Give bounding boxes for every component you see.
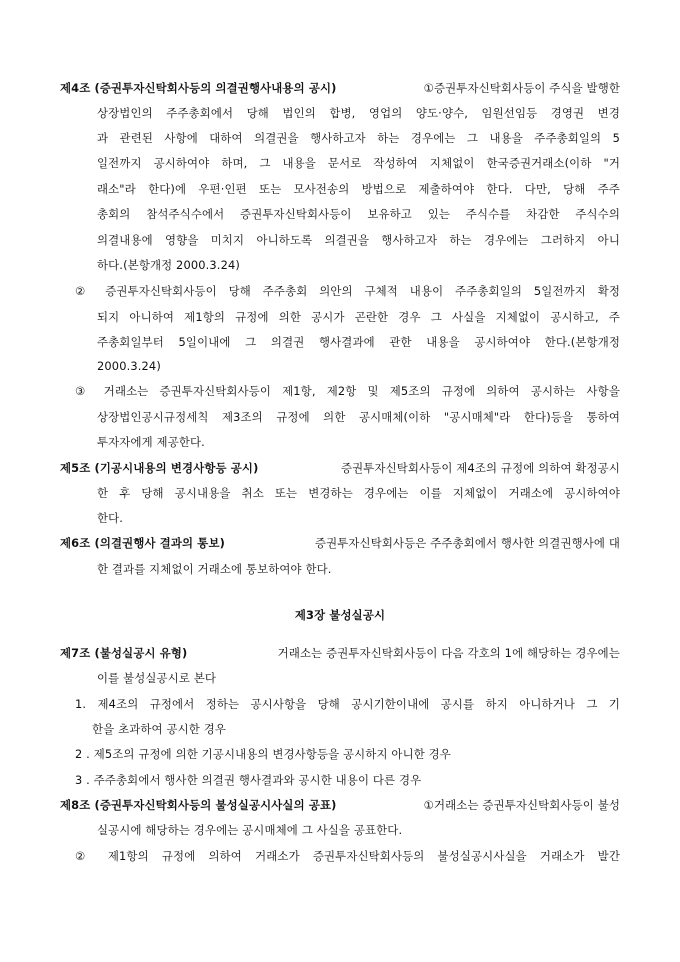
article-4-paragraph-2: 되지 아니하여 제1항의 규정에 의한 공시가 곤란한 경우 그 사실을 지체없이 공시하고, 주 xyxy=(97,310,620,324)
chapter-3-title: 제3장 불성실공시 xyxy=(294,608,386,622)
article-6-first-line xyxy=(60,535,620,551)
article-4-paragraph-2: 주총회일부터 5일이내에 그 의결권 행사결과에 관한 내용을 공시하여야 한다.(본항개정 xyxy=(97,335,620,349)
article-8-heading: 제8조 (증권투자신탁회사등의 불성실공시사실의 공표) xyxy=(60,798,337,812)
article-4-heading: 제4조 (증권투자신탁회사등의 의결권행사내용의 공시) xyxy=(60,81,337,95)
article-7-item-1: 1. 제4조의 규정에서 정하는 공시사항을 당해 공시기한이내에 공시를 하지 아니하거나 그 기 xyxy=(75,697,620,711)
article-4-text: 의결내용에 영향을 미치지 아니하도록 의결권을 행사하고자 하는 경우에는 그러하지 아니 xyxy=(97,233,620,247)
article-8-paragraph-2: ② 제1항의 규정에 의하여 거래소가 증권투자신탁회사등의 불성실공시사실을 거래소가 발간 xyxy=(75,849,620,863)
article-7-text: 이를 불성실공시로 본다 xyxy=(97,671,217,685)
article-4-text: 래소"라 한다)에 우편·인편 또는 모사전송의 방법으로 제출하여야 한다. 다만, 당해 주주 xyxy=(97,182,620,196)
article-5-text: 한다. xyxy=(97,511,124,525)
article-5-first-line xyxy=(60,460,620,476)
article-7-heading: 제7조 (불성실공시 유형) xyxy=(60,646,188,660)
article-7-item-2: 2 . 제5조의 규정에 의한 기공시내용의 변경사항등을 공시하지 아니한 경우 xyxy=(75,747,451,761)
article-5-text: 증권투자신탁회사등이 제4조의 규정에 의하여 확정공시 xyxy=(340,461,620,475)
article-4-text: 상장법인의 주주총회에서 당해 법인의 합병, 영업의 양도·양수, 임원선임등 경영권 변경 xyxy=(97,106,620,120)
article-4-text: 일전까지 공시하여야 하며, 그 내용을 문서로 작성하여 지체없이 한국증권거래소(이하 "거 xyxy=(97,156,620,170)
article-4-text: ①증권투자신탁회사등이 주식을 발행한 xyxy=(423,81,620,95)
article-4-paragraph-2: ② 증권투자신탁회사등이 당해 주주총회 의안의 구체적 내용이 주주총회일의 5일전까지 확정 xyxy=(75,284,620,298)
article-7-text: 거래소는 증권투자신탁회사등이 다음 각호의 1에 해당하는 경우에는 xyxy=(277,646,620,660)
article-5-text: 한 후 당해 공시내용을 취소 또는 변경하는 경우에는 이를 지체없이 거래소에 공시하여야 xyxy=(97,486,620,500)
article-4-paragraph-3: 상장법인공시규정세칙 제3조의 규정에 의한 공시매체(이하 "공시매체"라 한다)등을 통하여 xyxy=(97,410,620,424)
article-7-item-3: 3 . 주주총회에서 행사한 의결권 행사결과와 공시한 내용이 다른 경우 xyxy=(75,773,422,787)
article-4-first-line xyxy=(60,80,620,96)
article-4-paragraph-3: 투자자에게 제공한다. xyxy=(97,435,205,449)
article-6-text: 한 결과를 지체없이 거래소에 통보하여야 한다. xyxy=(97,562,332,576)
article-8-first-line xyxy=(60,797,620,813)
article-4-text: 총회의 참석주식수에서 증권투자신탁회사등이 보유하고 있는 주식수를 차감한 주식수의 xyxy=(97,207,620,221)
article-7-item-1: 한을 초과하여 공시한 경우 xyxy=(92,722,226,736)
article-4-paragraph-3: ③ 거래소는 증권투자신탁회사등이 제1항, 제2항 및 제5조의 규정에 의하여 공시하는 사항을 xyxy=(75,384,620,398)
article-5-heading: 제5조 (기공시내용의 변경사항등 공시) xyxy=(60,461,259,475)
article-4-text: 하다.(본항개정 2000.3.24) xyxy=(97,258,240,272)
article-6-heading: 제6조 (의결권행사 결과의 통보) xyxy=(60,536,225,550)
article-7-first-line xyxy=(60,645,620,661)
article-8-text: 실공시에 해당하는 경우에는 공시매체에 그 사실을 공표한다. xyxy=(97,823,403,837)
article-6-text: 증권투자신탁회사등은 주주총회에서 행사한 의결권행사에 대 xyxy=(314,536,620,550)
article-4-paragraph-2: 2000.3.24) xyxy=(97,359,161,373)
article-8-text: ①거래소는 증권투자신탁회사등이 불성 xyxy=(423,798,620,812)
article-4-text: 과 관련된 사항에 대하여 의결권을 행사하고자 하는 경우에는 그 내용을 주주총회일의 5 xyxy=(97,131,620,145)
